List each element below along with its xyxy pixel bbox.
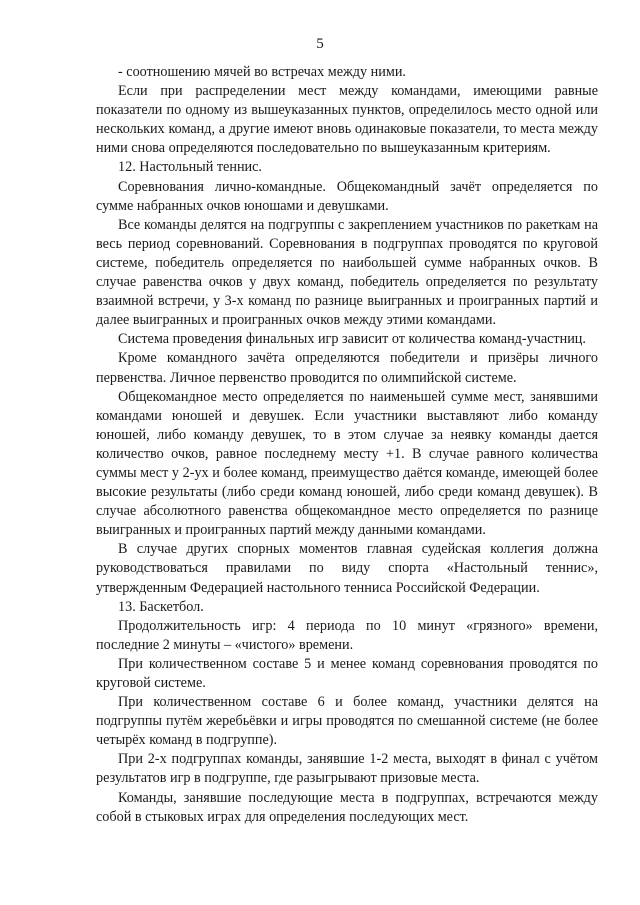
section-heading-table-tennis: 12. Настольный теннис. <box>118 159 262 176</box>
paragraph-mixed-system: При количественном составе 6 и более команд, участники делятся на подгруппы путём жеребьёвки и игры проводятся по смешанной системе (не более четырёх команд в подгруппе). <box>96 694 598 749</box>
paragraph-tie-criteria: Если при распределении мест между командами, имеющими равные показатели по одному из вышеуказанных пунктов, определилось место одной или нескольких команд, а другие имеют вновь одинаковые показатели, то места между ними снова определяются последовательно по вышеуказанным критериям. <box>96 83 598 157</box>
paragraph-playoff-games: Команды, занявшие последующие места в подгруппах, встречаются между собой в стыковых играх для определения последующих мест. <box>96 789 598 825</box>
section-heading-basketball: 13. Баскетбол. <box>118 598 204 615</box>
paragraph-disputes: В случае других спорных моментов главная судейская коллегия должна руководствоваться правилами по виду спорта «Настольный теннис», утвержденным Федерацией настольного тенниса Российской Федерации. <box>96 541 598 596</box>
paragraph-ball-ratio: - соотношению мячей во встречах между ними. <box>118 64 406 80</box>
paragraph-game-duration: Продолжительность игр: 4 периода по 10 минут «грязного» времени, последние 2 минуты – «чистого» времени. <box>96 617 598 653</box>
paragraph-two-subgroups: При 2-х подгруппах команды, занявшие 1-2 места, выходят в финал с учётом результатов игр в подгруппе, где разыгрывают призовые места. <box>96 751 598 787</box>
paragraph-competition-type: Соревнования лично-командные. Общекомандный зачёт определяется по сумме набранных очков юношами и девушками. <box>96 178 598 214</box>
document-body <box>96 63 598 827</box>
paragraph-subgroups: Все команды делятся на подгруппы с закреплением участников по ракеткам на весь период соревнований. Соревнования в подгруппах проводятся по круговой системе, победитель определяется по наибольшей сумме набранных очков. В случае равенства очков у двух команд, победитель определяется по результату взаимной встречи, у 3-х команд по разнице выигранных и проигранных партий и далее выигранных и проигранных очков между этими командами. <box>96 216 598 329</box>
page-number: 5 <box>316 36 324 52</box>
paragraph-personal-championship: Кроме командного зачёта определяются победители и призёры личного первенства. Личное первенство проводится по олимпийской системе. <box>96 350 598 386</box>
paragraph-finals-system: Система проведения финальных игр зависит от количества команд-участниц. <box>118 331 586 348</box>
paragraph-team-place: Общекомандное место определяется по наименьшей сумме мест, занявшими командами юношей и девушек. Если участники выставляют либо команду юношей, либо команду девушек, то в этом случае за неявку команды дается количество очков, равное последнему месту +1. В случае равного количества суммы мест у 2-ух и более команд, преимущество даётся команде, имеющей более высокие результаты (либо среди команд юношей, либо среди команд девушек). В случае абсолютного равенства общекомандное место определяется по разнице выигранных и проигранных партий между данными командами. <box>96 388 598 539</box>
paragraph-round-robin: При количественном составе 5 и менее команд соревнования проводятся по круговой системе. <box>96 655 598 691</box>
